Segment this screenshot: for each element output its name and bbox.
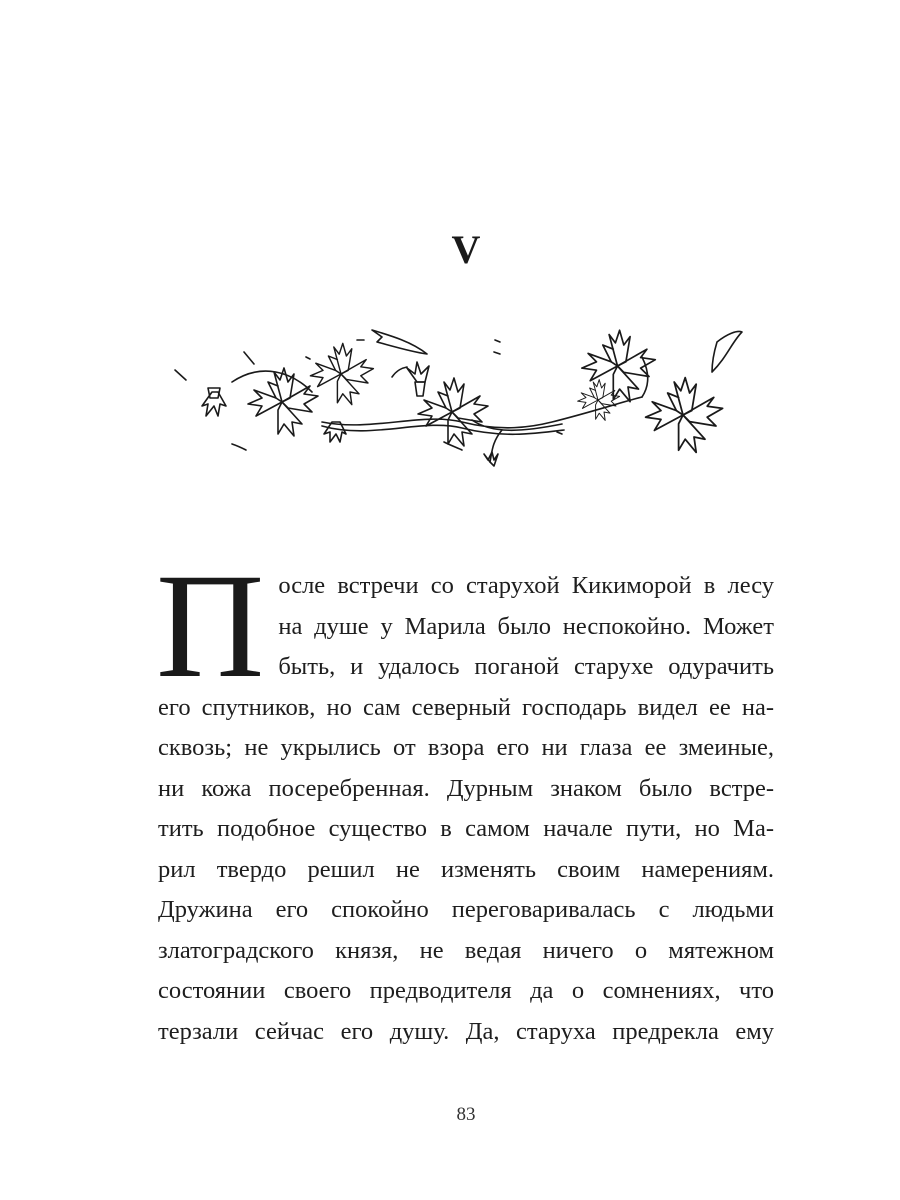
cornflower-garland-icon (172, 322, 758, 472)
drop-cap: П (156, 543, 265, 709)
chapter-number: V (451, 227, 481, 272)
text-line: осле встречи со старухой Кикиморой в лесу (278, 572, 774, 599)
chapter-body (156, 543, 774, 1052)
text-line: на душе у Марила было неспокойно. Может (278, 612, 774, 640)
text-line: его спутников, но сам северный господарь видел ее на- (158, 693, 774, 721)
text-line: терзали сейчас его душу. Да, старуха предрекла ему (158, 1017, 774, 1045)
text-line: тить подобное существо в самом начале пути, но Ма- (158, 815, 774, 842)
text-line: быть, и удалось поганой старухе одурачить (278, 653, 774, 680)
text-line: ни кожа посеребренная. Дурным знаком было встре- (158, 774, 774, 802)
text-line: златоградского князя, не ведая ничего о мятежном (158, 936, 774, 964)
text-line: Дружина его спокойно переговаривалась с людьми (158, 896, 774, 923)
text-line: сквозь; не укрылись от взора его ни глаза ее змеиные, (158, 734, 774, 761)
text-line: рил твердо решил не изменять своим намерениям. (158, 855, 774, 883)
text-line: состоянии своего предводителя да о сомнениях, что (158, 977, 774, 1004)
page-number: 83 (456, 1104, 476, 1125)
